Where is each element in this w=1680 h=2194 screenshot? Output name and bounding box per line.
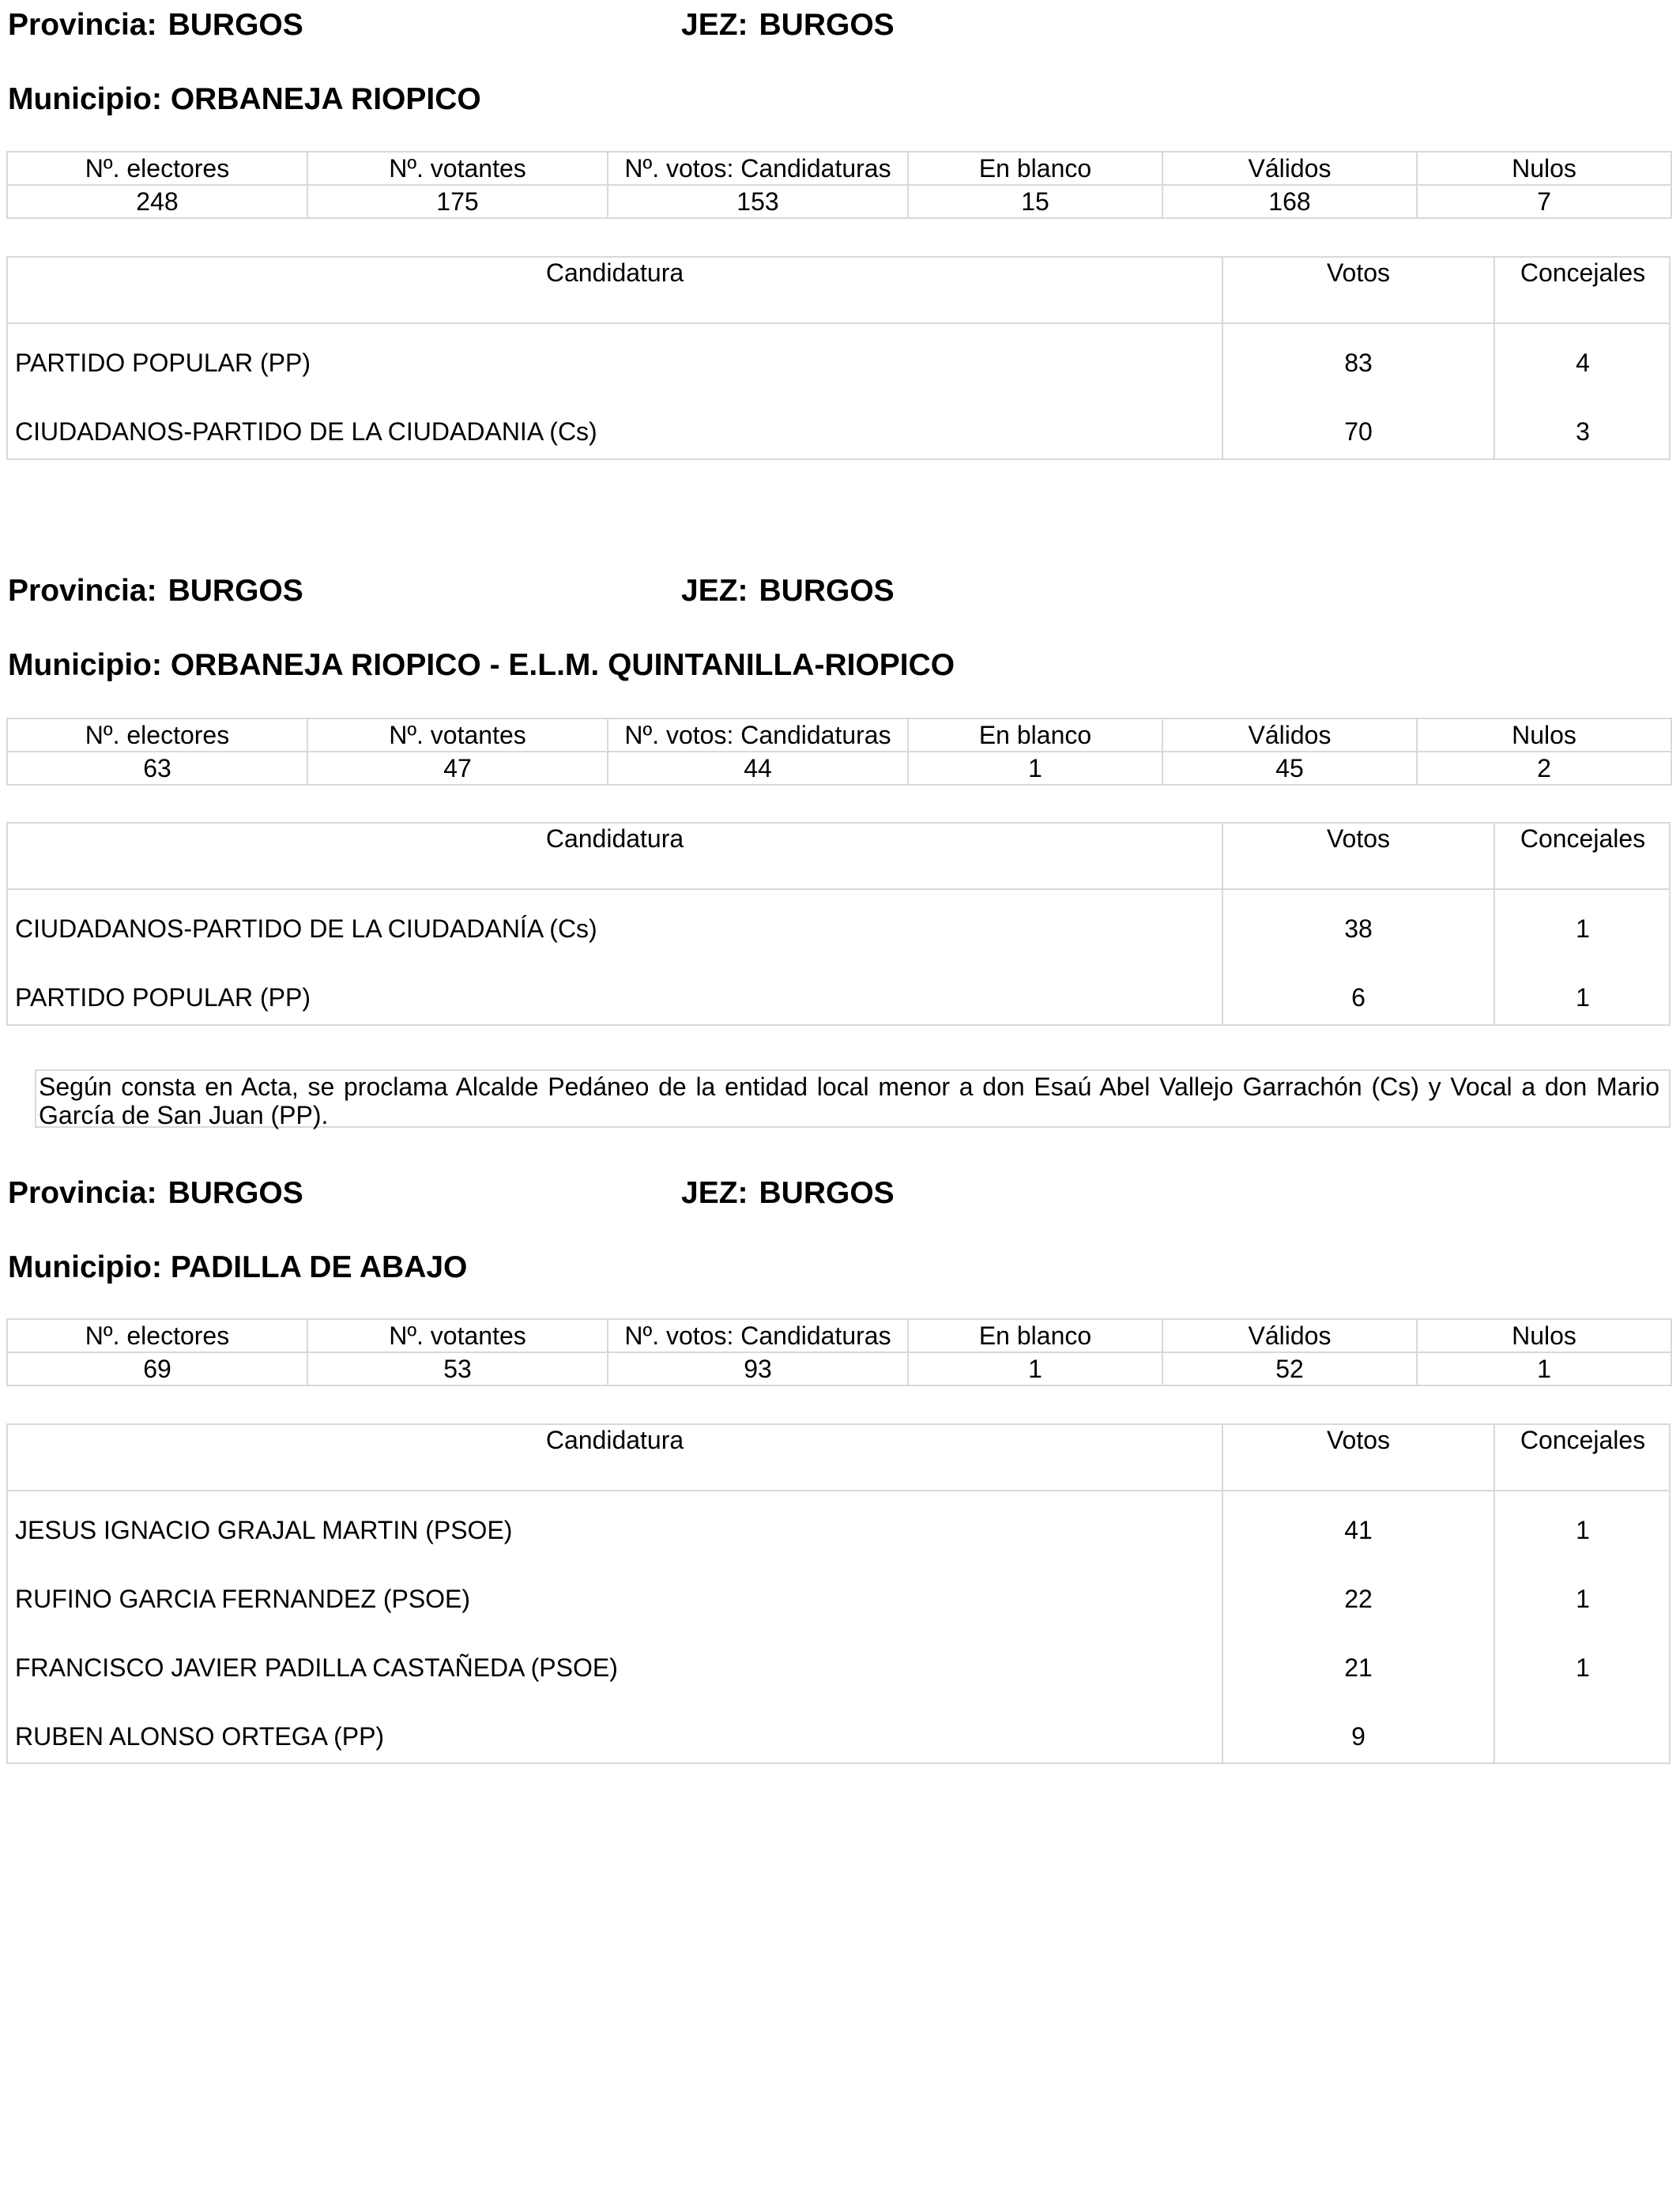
municipio-label: Municipio: [8,648,162,682]
result-row [8,393,1669,462]
provincia-value: BURGOS [168,1176,303,1210]
jez-heading [681,8,895,43]
proclamation-note: Según consta en Acta, se proclama Alcalde Pedáneo de la entidad local menor a don Esaú Abel Vallejo Garrachón (Cs) y Vocal a don Mario García de San Juan (PP). [35,1069,1671,1128]
candidate-votes: 38 [1344,914,1373,943]
stats-header-cell: En blanco [908,1319,1162,1352]
results-table [6,1423,1671,1764]
stats-value-cell: 168 [1162,185,1417,218]
municipio-heading [8,1250,467,1285]
stats-value-cell: 93 [608,1352,908,1385]
stats-header-cell: Válidos [1162,718,1417,752]
municipio-label: Municipio: [8,82,162,116]
provincia-heading [8,574,303,609]
result-row [8,324,1669,393]
municipio-label: Municipio: [8,1250,162,1284]
stats-value-cell: 69 [7,1352,307,1385]
stats-value-cell: 52 [1162,1352,1417,1385]
candidatura-header: Candidatura [545,824,684,853]
votos-header: Votos [1326,1426,1391,1454]
provincia-value: BURGOS [168,574,303,608]
candidate-name: PARTIDO POPULAR (PP) [15,349,311,377]
jez-value: BURGOS [759,1176,895,1210]
stats-header-cell: En blanco [908,718,1162,752]
stats-header-cell: Nulos [1417,718,1671,752]
municipio-heading [8,82,481,117]
result-row [8,1491,1669,1560]
provincia-label: Provincia: [8,574,157,608]
stats-header-row [7,718,1671,752]
candidate-concejales: 4 [1576,349,1590,377]
stats-header-cell: Nº. votantes [307,1319,608,1352]
candidate-name: CIUDADANOS-PARTIDO DE LA CIUDADANIA (Cs) [15,417,597,446]
stats-header-cell: Nº. votos: Candidaturas [608,152,908,185]
candidate-name: FRANCISCO JAVIER PADILLA CASTAÑEDA (PSOE) [15,1653,618,1682]
candidatura-header: Candidatura [545,258,684,287]
provincia-heading [8,1176,303,1211]
stats-header-cell: Nº. votantes [307,718,608,752]
result-row [8,1629,1669,1698]
stats-header-cell: Nº. votantes [307,152,608,185]
results-table [6,822,1671,1026]
stats-header-cell: Válidos [1162,152,1417,185]
candidate-concejales: 1 [1576,1585,1590,1613]
results-table [6,256,1671,460]
provincia-heading [8,8,303,43]
results-header [8,258,1669,324]
jez-heading [681,574,895,609]
stats-header-row [7,1319,1671,1352]
stats-value-row [7,1352,1671,1385]
stats-header-cell: Nulos [1417,152,1671,185]
stats-value-cell: 44 [608,752,908,785]
municipio-heading [8,648,955,683]
concejales-header: Concejales [1520,1426,1646,1454]
stats-header-cell: Nº. electores [7,1319,307,1352]
votos-header: Votos [1326,258,1391,287]
stats-value-cell: 15 [908,185,1162,218]
stats-value-cell: 175 [307,185,608,218]
candidatura-header: Candidatura [545,1426,684,1454]
candidate-name: CIUDADANOS-PARTIDO DE LA CIUDADANÍA (Cs) [15,914,597,943]
provincia-label: Provincia: [8,8,157,42]
candidate-votes: 22 [1344,1585,1373,1613]
provincia-label: Provincia: [8,1176,157,1210]
stats-value-cell: 63 [7,752,307,785]
jez-value: BURGOS [759,8,895,42]
candidate-votes: 6 [1351,983,1365,1012]
stats-table [6,1318,1672,1386]
result-row [8,890,1669,959]
stats-header-cell: Nº. votos: Candidaturas [608,718,908,752]
candidate-votes: 83 [1344,349,1373,377]
stats-table [6,151,1672,219]
candidate-name: RUFINO GARCIA FERNANDEZ (PSOE) [15,1585,471,1613]
jez-label: JEZ: [681,1176,748,1210]
provincia-value: BURGOS [168,8,303,42]
concejales-header: Concejales [1520,258,1646,287]
stats-header-row [7,152,1671,185]
stats-header-cell: Nº. electores [7,152,307,185]
stats-header-cell: En blanco [908,152,1162,185]
candidate-name: RUBEN ALONSO ORTEGA (PP) [15,1722,385,1751]
stats-value-cell: 7 [1417,185,1671,218]
municipio-value: ORBANEJA RIOPICO - E.L.M. QUINTANILLA-RIOPICO [170,648,955,682]
stats-value-cell: 1 [1417,1352,1671,1385]
stats-header-cell: Nº. electores [7,718,307,752]
stats-value-cell: 248 [7,185,307,218]
result-row [8,959,1669,1027]
candidate-concejales: 1 [1576,1516,1590,1544]
candidate-votes: 70 [1344,417,1373,446]
municipio-value: ORBANEJA RIOPICO [170,82,481,116]
candidate-concejales: 1 [1576,914,1590,943]
stats-value-cell: 153 [608,185,908,218]
stats-value-row [7,752,1671,785]
results-header [8,824,1669,890]
stats-value-cell: 1 [908,1352,1162,1385]
stats-value-cell: 2 [1417,752,1671,785]
jez-label: JEZ: [681,8,748,42]
result-row [8,1698,1669,1766]
candidate-votes: 21 [1344,1653,1373,1682]
stats-table [6,718,1672,786]
jez-heading [681,1176,895,1211]
candidate-name: JESUS IGNACIO GRAJAL MARTIN (PSOE) [15,1516,513,1544]
candidate-concejales: 1 [1576,983,1590,1012]
jez-value: BURGOS [759,574,895,608]
candidate-concejales: 3 [1576,417,1590,446]
candidate-concejales: 1 [1576,1653,1590,1682]
stats-header-cell: Nº. votos: Candidaturas [608,1319,908,1352]
stats-value-row [7,185,1671,218]
stats-value-cell: 45 [1162,752,1417,785]
stats-value-cell: 47 [307,752,608,785]
candidate-name: PARTIDO POPULAR (PP) [15,983,311,1012]
result-row [8,1560,1669,1629]
results-header [8,1425,1669,1491]
candidate-votes: 9 [1351,1722,1365,1751]
stats-value-cell: 1 [908,752,1162,785]
votos-header: Votos [1326,824,1391,853]
concejales-header: Concejales [1520,824,1646,853]
candidate-votes: 41 [1344,1516,1373,1544]
stats-header-cell: Nulos [1417,1319,1671,1352]
stats-value-cell: 53 [307,1352,608,1385]
stats-header-cell: Válidos [1162,1319,1417,1352]
municipio-value: PADILLA DE ABAJO [170,1250,468,1284]
jez-label: JEZ: [681,574,748,608]
